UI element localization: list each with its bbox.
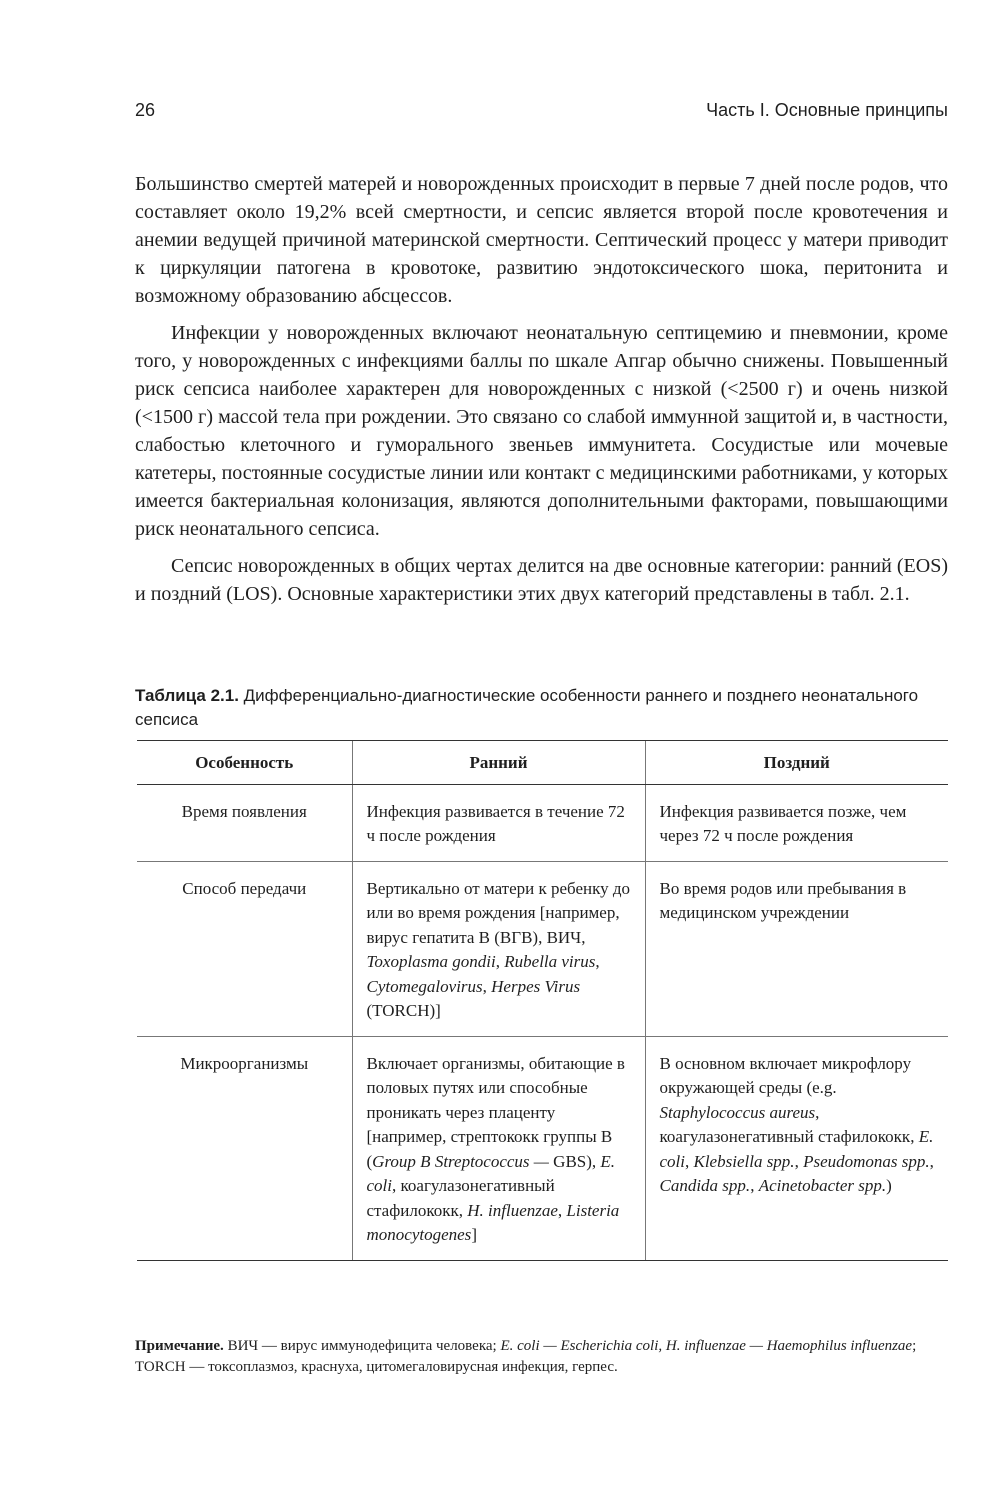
early-cell: Инфекция развивается в течение 72 ч после рождения: [352, 784, 645, 861]
feature-cell: Время появления: [137, 784, 352, 861]
latin-term: Staphylococcus aureus: [659, 1102, 816, 1122]
latin-term: Klebsiella spp.: [693, 1151, 795, 1171]
latin-term: Herpes Virus: [491, 976, 581, 996]
feature-cell: Микроорганизмы: [137, 1036, 352, 1260]
table-note: [135, 1336, 948, 1378]
paragraph: Сепсис новорожденных в общих чертах делится на две основные категории: ранний (EOS) и поздний (LOS). Основные характеристики этих двух категорий представлены в табл. 2.1.: [135, 555, 948, 605]
early-cell: Вертикально от матери к ребенку до или во время рождения [например, вирус гепатита В (ВГВ), ВИЧ, Toxoplasma gondii, Rubella virus, Cytomegalovirus, Herpes Virus (TORCH)]: [352, 861, 645, 1036]
latin-term: H. influenzae: [467, 1200, 558, 1220]
note-label: Примечание.: [135, 1338, 224, 1354]
page-number: 26: [135, 100, 156, 120]
late-cell: В основном включает микрофлору окружающей среды (e.g. Staphylococcus aureus, коагулазонегативный стафилококк, E. coli, Klebsiella spp., Pseudomonas spp., Candida spp., Acinetobacter spp.): [645, 1036, 948, 1260]
paragraph: Инфекции у новорожденных включают неонатальную септицемию и пневмонии, кроме того, у новорожденных с инфекциями баллы по шкале Апгар обычно снижены. Повышенный риск сепсиса наиболее характерен для новорожденных с низкой (<2500 г) и очень низкой (<1500 г) массой тела при рождении. Это связано со слабой иммунной защитой и, в частности, слабостью клеточного и гуморального звеньев иммунитета. Сосудистые или мочевые катетеры, постоянные сосудистые линии или контакт с медицинскими работниками, у которых имеется бактериальная колонизация, являются дополнительными факторами, повышающими риск неонатального сепсиса.: [135, 322, 948, 540]
latin-term: E. coli: [366, 1151, 616, 1195]
table-row: [137, 861, 948, 1036]
table-row: [137, 1036, 948, 1260]
early-cell: Включает организмы, обитающие в половых путях или способные проникать через плаценту [например, стрептококк группы В (Group B Streptococcus — GBS), E. coli, коагулазонегативный стафилококк, H. influenzae, Listeria monocytogenes]: [352, 1036, 645, 1260]
table-caption-text: Дифференциально-диагностические особенности раннего и позднего неонатального сепсиса: [135, 686, 919, 729]
table-caption: [135, 684, 948, 732]
latin-term: Pseudomonas spp.: [803, 1151, 930, 1171]
table-header-row: [137, 741, 948, 785]
latin-term: Toxoplasma gondii: [366, 952, 496, 971]
latin-term: Candida spp.: [659, 1176, 751, 1195]
feature-cell: Способ передачи: [137, 861, 352, 1036]
latin-term: E. coli: [659, 1127, 934, 1171]
latin-term: E. coli — Escherichia coli, H. influenzae — Haemophilus influenzae: [500, 1338, 913, 1354]
late-cell: Во время родов или пребывания в медицинском учреждении: [645, 861, 948, 1036]
latin-term: Rubella virus: [504, 952, 596, 971]
latin-term: Group B Streptococcus —: [372, 1151, 549, 1171]
note-text: ВИЧ — вирус иммунодефицита человека; E. coli — Escherichia coli, H. influenzae — Haemophilus influenzae; TORCH — токсоплазмоз, краснуха, цитомегаловирусная инфекция, герпес.: [135, 1338, 917, 1375]
latin-term: Acinetobacter spp.: [758, 1176, 887, 1195]
sepsis-table: [137, 740, 948, 1261]
table-row: [137, 784, 948, 861]
running-head: Часть I. Основные принципы: [706, 100, 948, 120]
body-text: [135, 170, 948, 617]
table-caption-label: Таблица 2.1.: [135, 686, 239, 705]
paragraph: Большинство смертей матерей и новорожденных происходит в первые 7 дней после родов, что составляет около 19,2% всей смертности, и сепсис является второй после кровотечения и анемии ведущей причиной материнской смертности. Септический процесс у матери приводит к циркуляции патогена в кровотоке, развитию эндотоксического шока, перитонита и возможному образованию абсцессов.: [135, 173, 948, 307]
late-cell: Инфекция развивается позже, чем через 72 ч после рождения: [645, 784, 948, 861]
column-header-early: Ранний: [352, 741, 645, 785]
column-header-late: Поздний: [645, 741, 948, 785]
column-header-feature: Особенность: [137, 741, 352, 785]
latin-term: Listeria monocytogenes: [366, 1200, 620, 1244]
latin-term: Cytomegalovirus: [366, 976, 483, 996]
